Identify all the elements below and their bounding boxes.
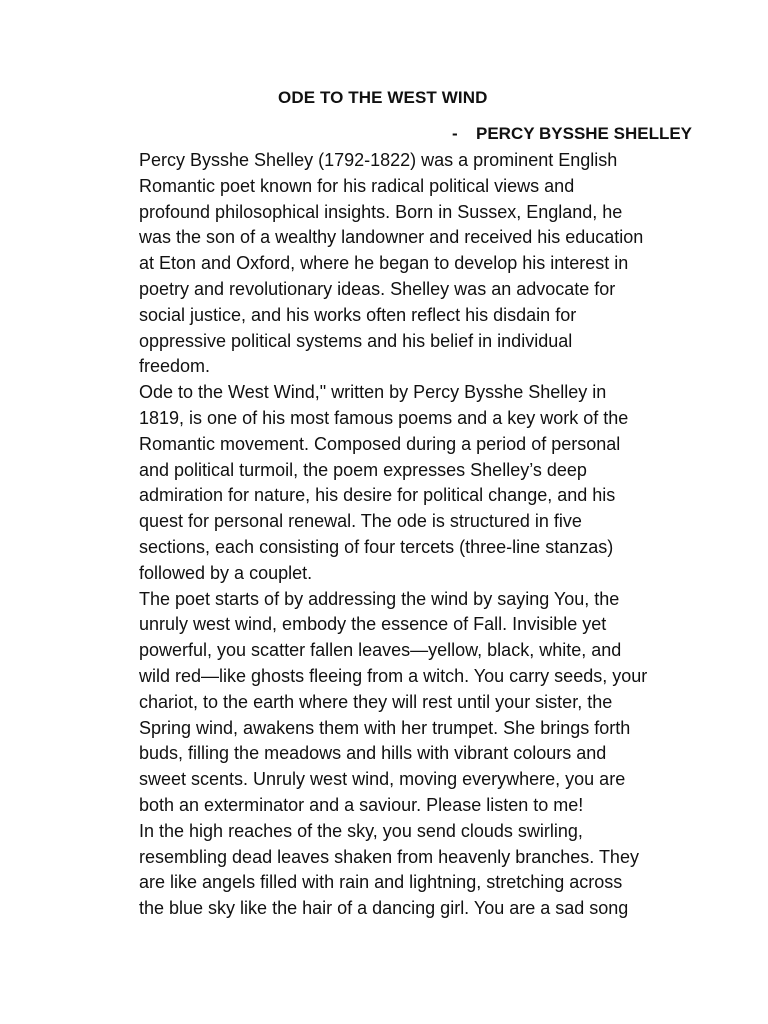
text-line: poetry and revolutionary ideas. Shelley was an advocate for [139, 278, 616, 299]
text-line: In the high reaches of the sky, you send clouds swirling, [139, 820, 583, 841]
text-line: admiration for nature, his desire for political change, and his [139, 485, 616, 506]
text-line: and political turmoil, the poem expresses Shelley’s deep [139, 459, 587, 480]
text-line: 1819, is one of his most famous poems and a key work of the [139, 407, 629, 428]
author-dash: - [452, 124, 458, 143]
text-line: sweet scents. Unruly west wind, moving everywhere, you are [139, 769, 626, 790]
text-line: resembling dead leaves shaken from heavenly branches. They [139, 846, 639, 867]
text-line: wild red—like ghosts fleeing from a witch. You carry seeds, your [139, 665, 648, 686]
text-line: Spring wind, awakens them with her trumpet. She brings forth [139, 717, 631, 738]
text-line: buds, filling the meadows and hills with vibrant colours and [139, 743, 607, 764]
text-line: The poet starts of by addressing the wind by saying You, the [139, 588, 620, 609]
text-line: Romantic poet known for his radical political views and [139, 175, 575, 196]
text-line: profound philosophical insights. Born in Sussex, England, he [139, 201, 623, 222]
text-line: are like angels filled with rain and lightning, stretching across [139, 872, 623, 893]
document-title: ODE TO THE WEST WIND [278, 88, 488, 107]
text-line: the blue sky like the hair of a dancing girl. You are a sad song [139, 898, 629, 919]
text-line: oppressive political systems and his belief in individual [139, 330, 573, 351]
text-line: Romantic movement. Composed during a period of personal [139, 433, 621, 454]
text-line: was the son of a wealthy landowner and received his education [139, 227, 644, 248]
text-line: sections, each consisting of four tercets (three-line stanzas) [139, 536, 614, 557]
author-name: PERCY BYSSHE SHELLEY [476, 124, 693, 143]
text-line: followed by a couplet. [139, 562, 313, 583]
text-line: Percy Bysshe Shelley (1792-1822) was a prominent English [139, 150, 618, 170]
text-line: freedom. [139, 356, 211, 377]
body-text [139, 148, 684, 922]
author-line [452, 124, 692, 144]
text-line: quest for personal renewal. The ode is structured in five [139, 511, 582, 532]
text-line: unruly west wind, embody the essence of Fall. Invisible yet [139, 614, 607, 635]
text-line: at Eton and Oxford, where he began to develop his interest in [139, 253, 629, 274]
text-line: social justice, and his works often reflect his disdain for [139, 304, 577, 325]
text-line: powerful, you scatter fallen leaves—yellow, black, white, and [139, 640, 622, 661]
text-line: both an exterminator and a saviour. Please listen to me! [139, 794, 584, 815]
text-line: Ode to the West Wind," written by Percy Bysshe Shelley in [139, 382, 607, 403]
text-line: chariot, to the earth where they will rest until your sister, the [139, 691, 613, 712]
